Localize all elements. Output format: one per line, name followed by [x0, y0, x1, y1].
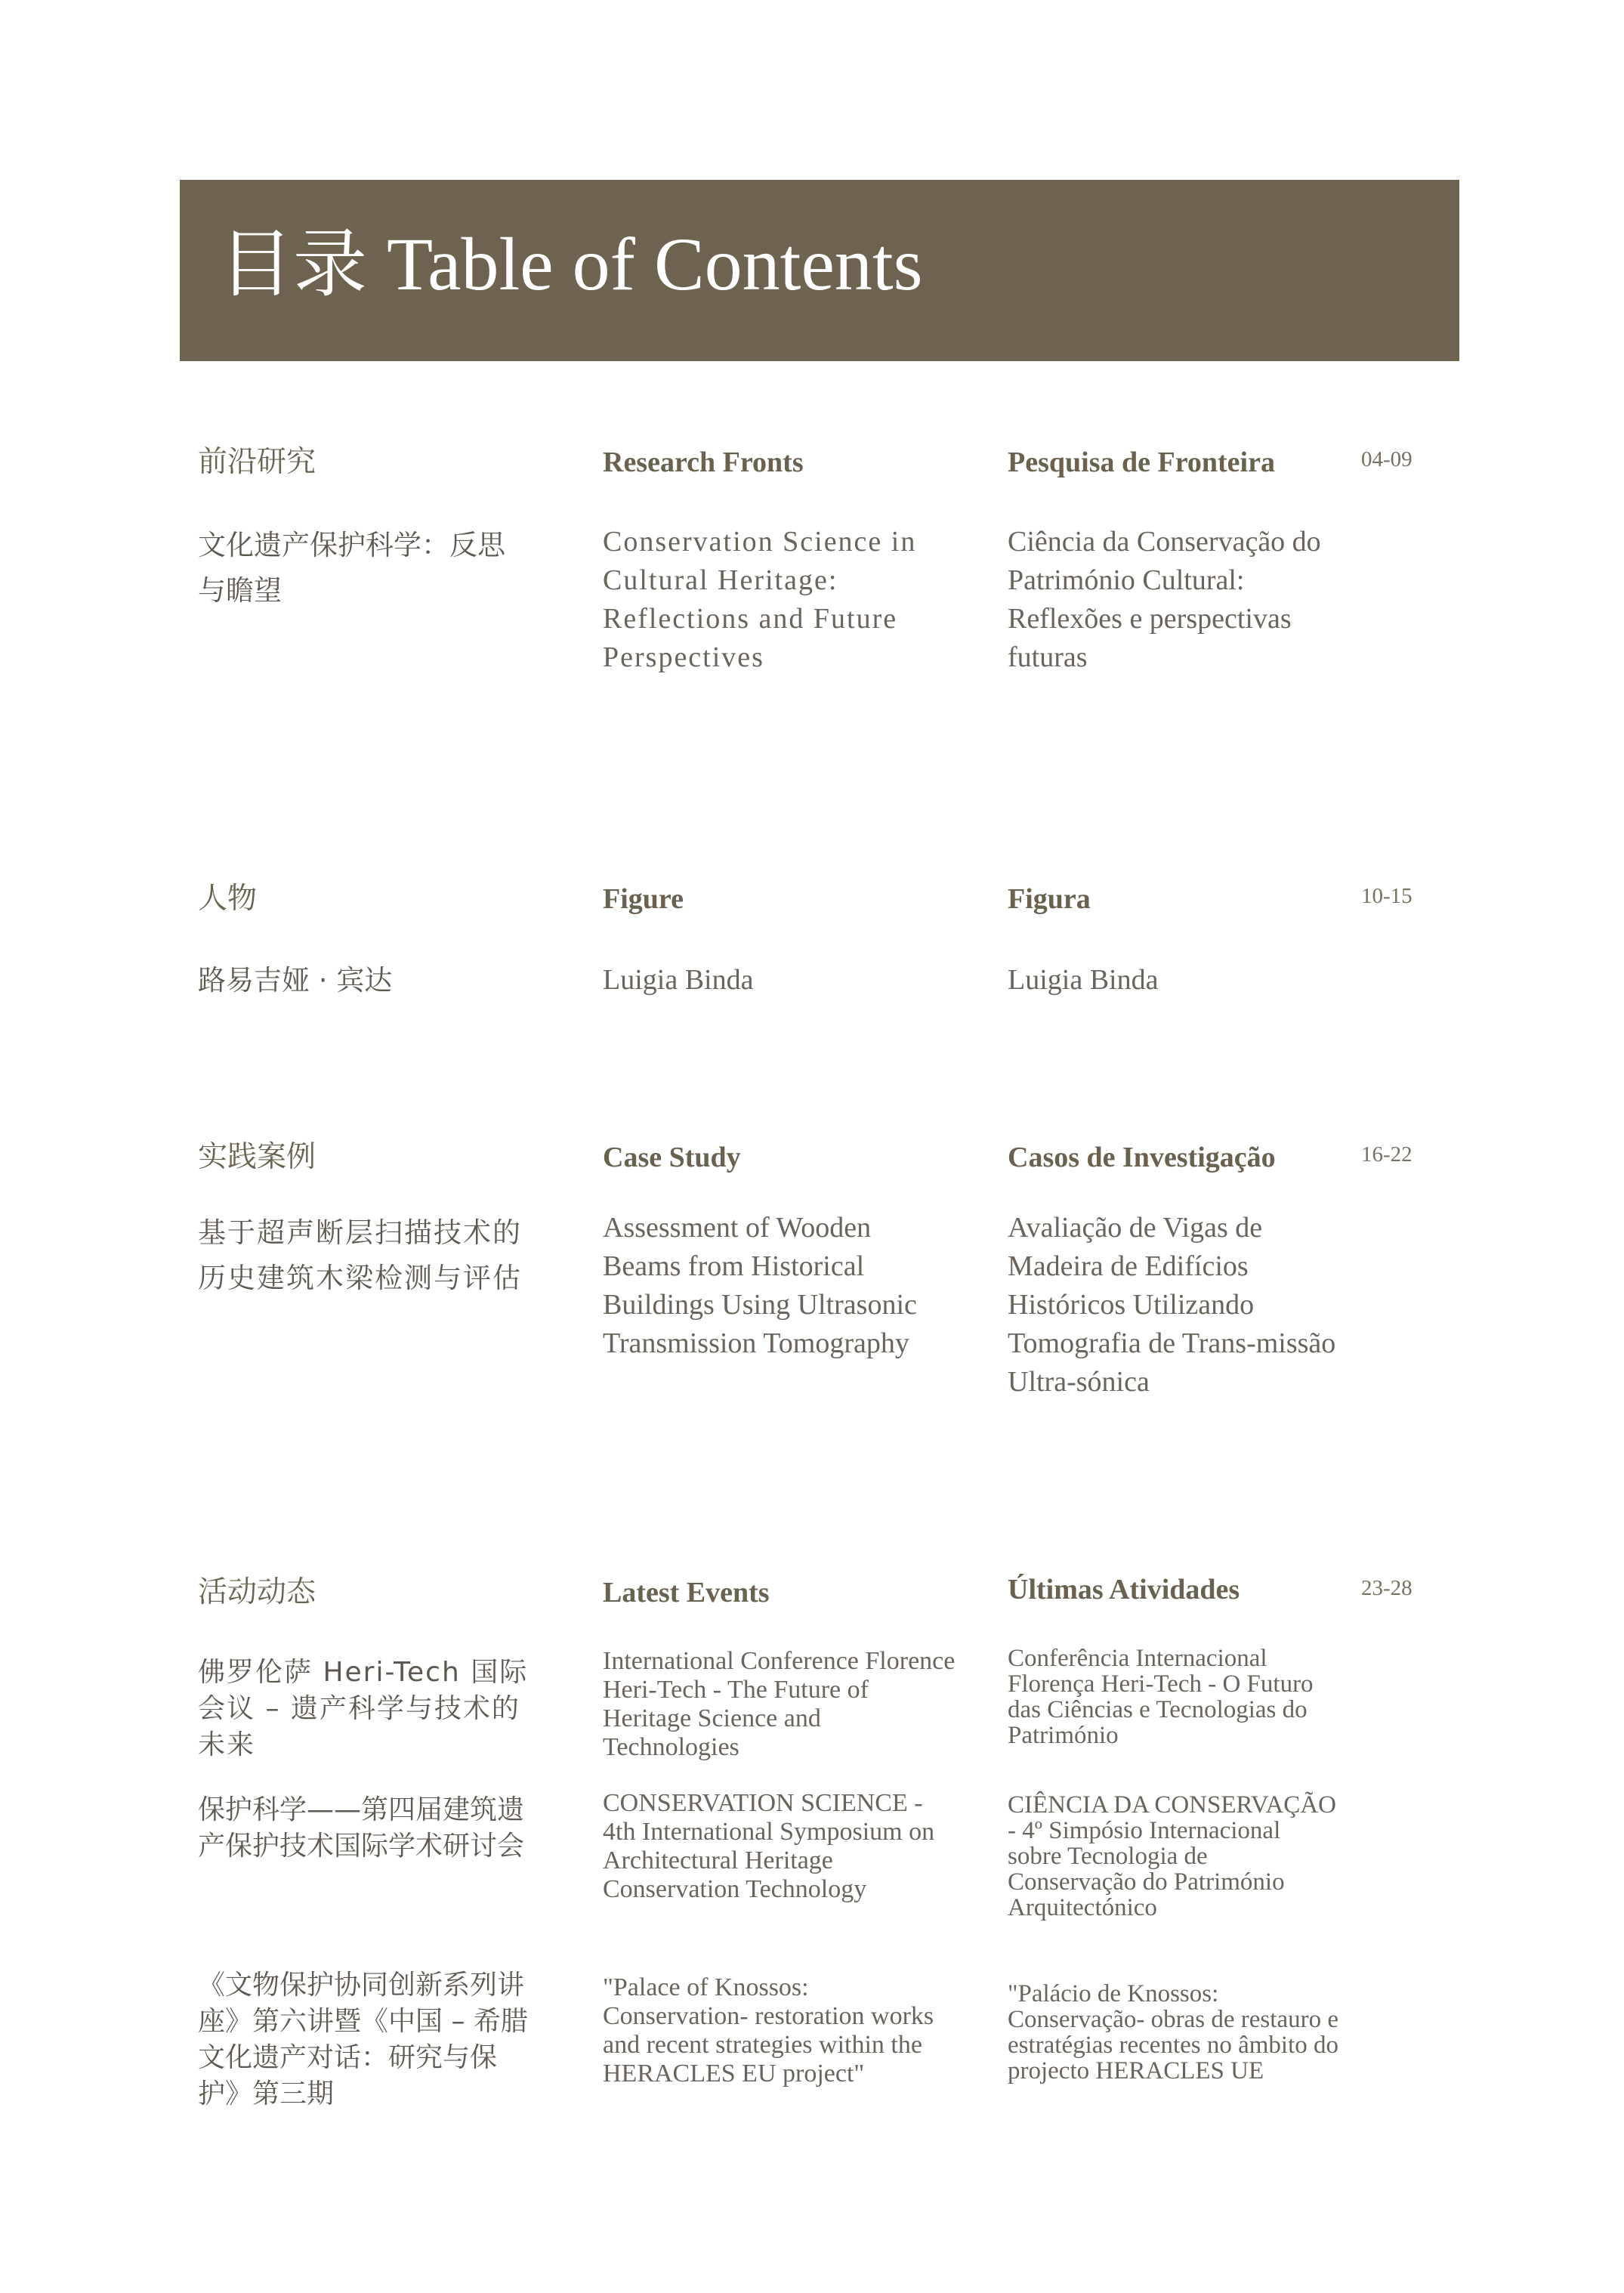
page-title: [219, 219, 923, 310]
entry-title-en[interactable]: Conservation Science in Cultural Heritage: Reflections and Future Perspectives: [603, 526, 917, 673]
heading-pt[interactable]: Pesquisa de Fronteira: [1008, 447, 1275, 478]
event-3-title-pt[interactable]: "Palácio de Knossos: Conservação- obras de restauro e estratégias recentes no âmbito do projecto HERACLES UE: [1008, 1980, 1339, 2084]
entry-title-en[interactable]: Assessment of Wooden Beams from Historical Buildings Using Ultrasonic Transmission Tomography: [603, 1212, 917, 1359]
event-2-title-pt[interactable]: CIÊNCIA DA CONSERVAÇÃO - 4º Simpósio Internacional sobre Tecnologia de Conservação do Património Arquitectónico: [1008, 1791, 1336, 1921]
heading-zh: 实践案例: [198, 1140, 316, 1174]
page-range: 10-15: [1361, 884, 1413, 908]
event-2-title-en[interactable]: CONSERVATION SCIENCE - 4th International Symposium on Architectural Heritage Conservation Technology: [603, 1789, 935, 1903]
entry-title-zh[interactable]: 基于超声断层扫描技术的历史建筑木梁检测与评估: [198, 1216, 522, 1294]
heading-pt[interactable]: Casos de Investigação: [1008, 1142, 1276, 1173]
heading-pt[interactable]: Últimas Atividades: [1008, 1574, 1240, 1605]
entry-title-pt[interactable]: Ciência da Conservação do Património Cultural: Reflexões e perspectivas futuras: [1008, 526, 1321, 673]
event-1-title-pt[interactable]: Conferência Internacional Florença Heri-Tech - O Futuro das Ciências e Tecnologias do Património: [1008, 1645, 1314, 1749]
heading-en[interactable]: Figure: [603, 883, 684, 915]
heading-zh: 人物: [198, 882, 258, 916]
heading-zh: 活动动态: [198, 1575, 316, 1609]
event-3-title-zh[interactable]: 《文物保护协同创新系列讲座》第六讲暨《中国 – 希腊文化遗产对话：研究与保护》第三期: [198, 1970, 528, 2109]
page-range: 23-28: [1361, 1576, 1413, 1600]
page-title-zh: 目录: [219, 221, 368, 307]
entry-title-pt[interactable]: Luigia Binda: [1008, 964, 1159, 996]
heading-en[interactable]: Case Study: [603, 1142, 741, 1173]
event-1-title-en[interactable]: International Conference Florence Heri-Tech - The Future of Heritage Science and Technologies: [603, 1647, 956, 1761]
entry-title-pt[interactable]: Avaliação de Vigas de Madeira de Edifícios Históricos Utilizando Tomografia de Trans-missão Ultra-sónica: [1008, 1212, 1336, 1398]
entry-title-en[interactable]: Luigia Binda: [603, 964, 754, 996]
page-range: 04-09: [1361, 447, 1413, 471]
heading-en[interactable]: Research Fronts: [603, 447, 804, 478]
entry-title-zh[interactable]: 路易吉娅 · 宾达: [198, 964, 393, 997]
entry-title-zh[interactable]: 文化遗产保护科学：反思与瞻望: [198, 529, 505, 607]
page-range: 16-22: [1361, 1142, 1413, 1167]
heading-pt[interactable]: Figura: [1008, 883, 1091, 915]
event-3-title-en[interactable]: "Palace of Knossos: Conservation- restoration works and recent strategies within the HERACLES EU project": [603, 1973, 934, 2087]
event-1-title-zh[interactable]: 佛罗伦萨 Heri-Tech 国际会议 – 遗产科学与技术的未来: [198, 1657, 529, 1760]
event-2-title-zh[interactable]: 保护科学——第四届建筑遗产保护技术国际学术研讨会: [198, 1794, 525, 1862]
page-title-en: Table of Contents: [387, 222, 923, 306]
heading-zh: 前沿研究: [198, 445, 316, 479]
title-banner: [180, 180, 1459, 361]
heading-en[interactable]: Latest Events: [603, 1577, 770, 1608]
